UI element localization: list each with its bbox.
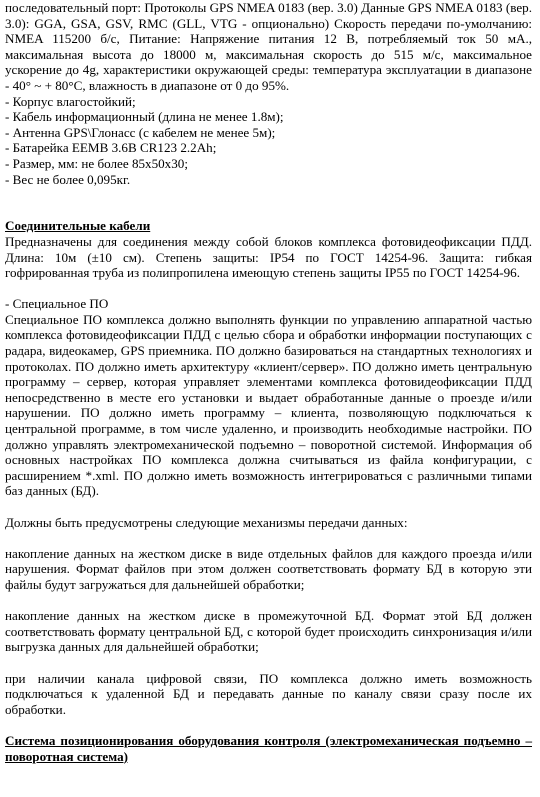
spacer — [5, 499, 532, 515]
spacer — [5, 281, 532, 297]
mechanisms-intro: Должны быть предусмотрены следующие механизмы передачи данных: — [5, 514, 408, 530]
spec-list-item: - Вес не более 0,095кг. — [5, 171, 131, 187]
spacer — [5, 187, 532, 218]
mechanism-paragraph: накопление данных на жестком диске в промежуточной БД. Формат этой БД должен соответствовать формату центральной БД, с которой будет происходить синхронизация и/или выгрузка данных для дальнейшей обработки; — [5, 608, 532, 655]
spec-list-item: - Корпус влагостойкий; — [5, 93, 136, 109]
mechanism-paragraph: накопление данных на жестком диске в виде отдельных файлов для каждого проезда и/или нарушения. Формат файлов при этом должен соответствовать формату БД в которую эти файлы будут загружаться для дальнейшей обработки; — [5, 545, 532, 592]
mechanism-paragraph: при наличии канала цифровой связи, ПО комплекса должно иметь возможность подключаться к удаленной БД и передавать данные по каналу связи сразу после их обработки. — [5, 670, 532, 717]
spacer — [5, 717, 532, 733]
spacer — [5, 530, 532, 546]
spec-list-item: - Антенна GPS\Глонасс (с кабелем не менее 5м); — [5, 124, 276, 140]
positioning-heading: Система позиционирования оборудования контроля (электромеханическая подъемно – поворотная система) — [5, 732, 532, 764]
spec-list-item: - Размер, мм: не более 85х50х30; — [5, 155, 188, 171]
software-label: - Специальное ПО — [5, 296, 109, 312]
spacer — [5, 593, 532, 609]
spacer — [5, 655, 532, 671]
spec-list-item: - Батарейка EEMB 3.6В CR123 2.2Ah; — [5, 140, 217, 156]
document-page — [5, 0, 532, 764]
cables-paragraph: Предназначены для соединения между собой блоков комплекса фотовидеофиксации ПДД. Длина: 10м (±10 см). Степень защиты: IP54 по ГОСТ 14254-96. Защита: гибкая гофрированная труба из полипропилена имеющую степень защиты IP55 по ГОСТ 14254-96. — [5, 233, 532, 281]
spec-intro-paragraph: последовательный порт: Протоколы GPS NMEA 0183 (вер. 3.0) Данные GPS NMEA 0183 (вер. 3.0): GGA, GSA, GSV, RMC (GLL, VTG - опционально) Скорость передачи по-умолчанию: NMEA 115200 б/с, Питание: Напряжение питания 12 В, потребляемый ток 50 мА., максимальная высота до 18000 м, максимальная скорость до 515 м/с, максимальное ускорение до 4g, характеристики окружающей среды: температура эксплуатации в диапазоне - 40° ~ + 80°С, влажность в диапазоне от 0 до 95%. — [5, 0, 532, 93]
spec-list — [5, 94, 532, 188]
cables-heading: Соединительные кабели — [5, 218, 151, 234]
spec-list-item: - Кабель информационный (длина не менее 1.8м); — [5, 109, 284, 125]
software-paragraph: Специальное ПО комплекса должно выполнять функции по управлению аппаратной частью комплекса фотовидеофиксации ПДД с целью сбора и обработки информации поступающих с радара, видеокамер, GPS приемника. ПО должно базироваться на стандартных технологиях и протоколах. ПО должно иметь архитектуру «клиент/сервер». ПО должно иметь центральную программу – сервер, которая управляет элементами комплекса фотовидеофиксации ПДД непосредственно в месте его установки и выдает обработанные данные о проезде и/или нарушении. ПО должно иметь программу – клиента, позволяющую подключаться к центральной программе, в том числе удаленно, и производить необходимые настройки. ПО должно управлять электромеханической подъемно – поворотной системой. Информация об основных настройках ПО комплекса должна считываться из файла конфигурации, с расширением *.xml. ПО должно иметь возможность интегрироваться с различными типами баз данных (БД). — [5, 311, 532, 499]
